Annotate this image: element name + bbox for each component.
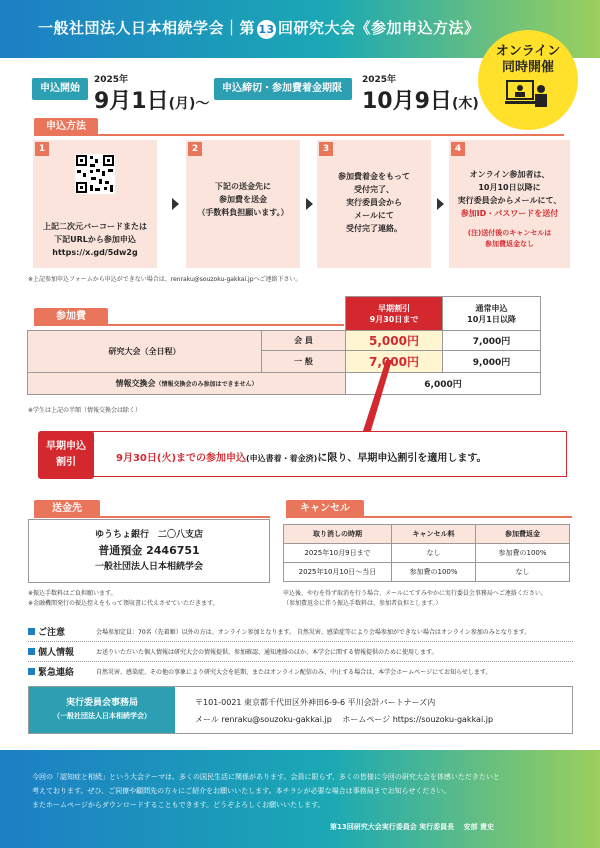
step-3-line: 参加費着金をもって — [338, 172, 410, 181]
cancel-cell: なし — [392, 544, 476, 563]
method-note: ※上記参加申込フォームから申込ができない場合は、renraku@souzoku-gakkai.jpへご連絡下さい。 — [28, 276, 302, 283]
square-bullet-icon — [28, 668, 35, 675]
info-label — [28, 625, 65, 638]
info-label-text: 個人情報 — [38, 648, 75, 658]
early-discount-badge — [38, 431, 94, 479]
fee-exchange-amount: 6,000円 — [346, 373, 541, 395]
step-number: 2 — [188, 142, 202, 156]
cancel-cell: なし — [476, 563, 570, 582]
fee-note: ※学生は上記の半額（情報交換会は除く） — [28, 407, 142, 414]
step-4-line: 実行委員会からメールにて、 — [457, 196, 562, 205]
footer-line: 今回の「認知症と相続」という大会テーマは、多くの国民生活に関係があります。会員に限らず、多くの皆様に今回の研究大会を体感いただきたいと — [32, 773, 500, 781]
table-row — [284, 563, 570, 582]
bank-box — [28, 519, 270, 583]
footer-band — [0, 750, 600, 848]
title-part-b: 回研究大会《参加申込方法》 — [278, 19, 480, 37]
step-2-line: （手数料負担願います。） — [197, 208, 289, 217]
step-4-text — [455, 168, 564, 250]
office-label-main: 実行委員会事務局 — [65, 698, 138, 708]
fee-table — [27, 296, 541, 395]
cancel-head: 取り消しの時期 — [284, 525, 392, 544]
step-1-line: 上記二次元バーコードまたは — [43, 222, 147, 231]
info-label-text: 緊急連絡 — [38, 668, 75, 678]
bank-note-1: ※振込手数料はご負担願います。 — [28, 590, 117, 597]
start-date — [94, 84, 209, 115]
start-year: 2025年 — [94, 75, 129, 85]
cancel-cell: 参加費の100% — [392, 563, 476, 582]
start-label: 申込開始 — [32, 78, 88, 100]
office-label-sub: （一般社団法人日本相続学会） — [53, 712, 151, 720]
footer-signature: 第13回研究大会実行委員会 実行委員長 安部 貴史 — [330, 823, 495, 831]
step-3-line: 受付完了連絡。 — [346, 224, 402, 233]
arrow-right-icon — [172, 198, 179, 210]
fee-member-normal: 7,000円 — [443, 331, 541, 351]
bank-holder: 一般社団法人日本相続学会 — [94, 562, 203, 572]
step-3 — [317, 140, 431, 268]
info-row-privacy — [28, 640, 573, 662]
start-weekday: (月)～ — [168, 96, 210, 112]
early-rest: に限り、早期申込割引を適用します。 — [317, 453, 487, 464]
deadline-date — [362, 84, 479, 115]
step-2-text — [192, 180, 294, 219]
cancel-cell: 参加費の100% — [476, 544, 570, 563]
early-discount-pointer — [362, 360, 392, 434]
fee-exchange-name: 情報交換会 — [115, 379, 156, 388]
step-3-line: 実行委員会から — [346, 198, 402, 207]
step-4-id-password: 参加ID・パスワードを送付 — [460, 209, 559, 218]
page-title — [38, 17, 480, 39]
step-2-line: 参加費を送金 — [219, 195, 267, 204]
step-4-note: (注)送付後のキャンセルは — [467, 229, 552, 237]
info-label-text: ご注意 — [38, 628, 66, 638]
method-section-line — [34, 134, 564, 136]
bank-section-label: 送金先 — [34, 500, 100, 517]
step-1-url[interactable]: https://x.gd/5dw2g — [52, 248, 138, 257]
early-badge-line: 割引 — [56, 457, 76, 468]
title-part-a: 一般社団法人日本相続学会｜第 — [38, 19, 256, 37]
fee-normal-head — [443, 297, 541, 331]
square-bullet-icon — [28, 648, 35, 655]
fee-general-label: 一 般 — [262, 351, 346, 373]
cancel-head: キャンセル料 — [392, 525, 476, 544]
office-box — [28, 686, 573, 734]
bank-section-line — [34, 516, 270, 518]
fee-member-label: 会 員 — [262, 331, 346, 351]
fee-early-head — [346, 297, 443, 331]
step-1-text — [39, 220, 151, 259]
fee-main-event: 研究大会（全日程） — [28, 331, 262, 373]
step-3-line: 受付完了、 — [354, 185, 394, 194]
cancel-note-1: 申込後、やむを得ず取消を行う場合、メールにてすみやかに実行委員会事務局へご連絡ください。 — [283, 590, 547, 597]
bank-note-2: ※金融機関発行の振込控えをもって領収書に代えさせていただきます。 — [28, 600, 219, 607]
cancel-section-label: キャンセル — [286, 500, 364, 517]
early-badge-line: 早期申込 — [46, 441, 86, 452]
start-date-value: 9月1日 — [94, 89, 169, 114]
cancel-note-2: （参加費返金に伴う振込手数料は、参加者負担とします。） — [283, 600, 442, 607]
step-1 — [33, 140, 157, 268]
deadline-date-value: 10月9日 — [362, 89, 452, 114]
cancel-section-line — [286, 516, 572, 518]
early-condition: (申込書着・着金済) — [246, 454, 318, 463]
online-badge — [478, 30, 578, 130]
edition-number: 13 — [257, 20, 276, 39]
qr-code-icon — [75, 154, 115, 194]
fee-exchange-note: （情報交換会のみ参加はできません） — [155, 381, 258, 388]
fee-general-normal: 9,000円 — [443, 351, 541, 373]
info-row-caution — [28, 620, 573, 642]
info-text: 会場参加定員：70名（先着順）以外の方は、オンライン参加となります。 自然災害、感染症等により会場参加ができない場合はオンライン参加のみとなります。 — [96, 629, 531, 636]
step-number: 3 — [319, 142, 333, 156]
table-row — [284, 544, 570, 563]
office-contact[interactable]: メール renraku@souzoku-gakkai.jp ホームページ https://souzoku-gakkai.jp — [195, 715, 494, 724]
online-badge-line1: オンライン — [495, 44, 561, 59]
bank-name: ゆうちょ銀行 二〇八支店 — [94, 530, 203, 540]
info-label — [28, 645, 74, 658]
deadline-year: 2025年 — [362, 75, 397, 85]
deadline-label: 申込締切・参加費着金期限 — [214, 78, 352, 100]
step-4-line: 10月10日以降に — [478, 183, 541, 192]
info-label — [28, 665, 74, 678]
bank-account: 普通預金 2446751 — [98, 544, 200, 557]
footer-line: またホームページからダウンロードすることもできます。どうぞよろしくお願いいたします。 — [32, 801, 325, 809]
step-number: 1 — [35, 142, 49, 156]
arrow-right-icon — [306, 198, 313, 210]
early-discount-text — [116, 449, 487, 464]
info-text: お送りいただいた個人情報は研究大会の情報提供、参加確認、通知連絡のほか、本学会に関する情報提供のために使用します。 — [96, 649, 438, 656]
online-meeting-icon — [505, 79, 551, 109]
fee-exchange-label — [28, 373, 346, 395]
fee-normal-head-line: 通常申込 — [475, 303, 508, 313]
fee-member-early: 5,000円 — [346, 331, 443, 351]
square-bullet-icon — [28, 628, 35, 635]
fee-general-early: 7,000円 — [346, 351, 443, 373]
step-2-line: 下記の送金先に — [215, 182, 271, 191]
arrow-right-icon — [437, 198, 444, 210]
cancel-cell: 2025年10月10日～当日 — [284, 563, 392, 582]
info-text: 自然災害、感染症、その他の事象により研究大会を延期、またはオンライン配信のみ、中止する場合は、本学会ホームページにてお知らせします。 — [96, 669, 492, 676]
cancel-head: 参加費返金 — [476, 525, 570, 544]
early-deadline: 9月30日(火)までの参加申込 — [116, 453, 247, 464]
info-row-emergency — [28, 660, 573, 682]
office-address: 〒101-0021 東京都千代田区外神田6-9-6 平川会計パートナーズ内 — [195, 698, 436, 707]
step-3-text — [323, 170, 425, 235]
cancel-cell: 2025年10月9日まで — [284, 544, 392, 563]
step-4-line: オンライン参加者は、 — [469, 170, 550, 179]
step-4 — [449, 140, 570, 268]
fee-normal-head-line: 10月1日以降 — [467, 314, 516, 324]
step-3-line: メールにて — [354, 211, 394, 220]
step-2 — [186, 140, 300, 268]
cancel-table — [283, 524, 570, 582]
step-number: 4 — [451, 142, 465, 156]
fee-early-head-line: 9月30日まで — [369, 314, 419, 324]
deadline-weekday: (木) — [451, 96, 479, 112]
office-label — [29, 687, 175, 733]
fee-early-head-line: 早期割引 — [378, 303, 410, 313]
footer-line: 考えております。ぜひ、ご同僚や顧問先の方々にご紹介をお願いいたします。本チラシが必要な場合は事務局までお知らせください。 — [32, 787, 451, 795]
step-4-note: 参加費返金なし — [485, 240, 534, 248]
online-badge-line2: 同時開催 — [501, 60, 554, 75]
method-section-label: 申込方法 — [34, 118, 98, 135]
step-1-line: 下記URLから参加申込 — [54, 235, 136, 244]
fee-section-label: 参加費 — [34, 308, 108, 325]
